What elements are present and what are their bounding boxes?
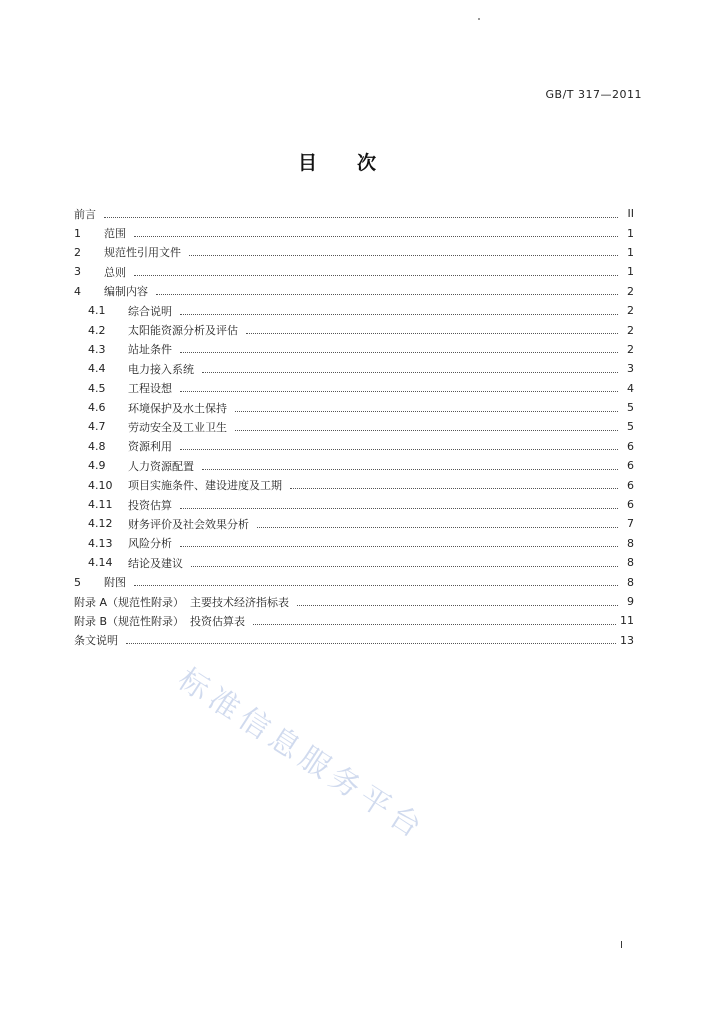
toc-entry-title: 站址条件 xyxy=(128,343,172,357)
toc-dot-leader xyxy=(180,448,618,450)
toc-entry[interactable] xyxy=(74,243,634,262)
toc-dot-leader xyxy=(235,429,618,431)
toc-entry-title: 投资估算表 xyxy=(190,614,246,628)
toc-entry-number: 4.6 xyxy=(88,401,106,415)
toc-dot-leader xyxy=(202,468,618,470)
toc-entry-title: 财务评价及社会效果分析 xyxy=(128,517,249,531)
toc-entry-page: 8 xyxy=(627,556,634,570)
toc-entry[interactable] xyxy=(74,262,634,281)
toc-dot-leader xyxy=(290,487,618,489)
toc-dot-leader xyxy=(202,371,618,373)
toc-entry-page: 8 xyxy=(627,536,634,550)
toc-entry-title: 工程设想 xyxy=(128,382,172,396)
toc-entry-page: 2 xyxy=(627,323,634,337)
toc-entry-page: 1 xyxy=(627,226,634,240)
toc-dot-leader xyxy=(191,565,618,567)
toc-entry-number: 4.4 xyxy=(88,362,106,376)
toc-entry[interactable] xyxy=(74,301,634,320)
toc-entry-title: 范围 xyxy=(104,227,126,241)
toc-entry[interactable] xyxy=(74,592,634,611)
toc-dot-leader xyxy=(104,216,618,218)
toc-entry-number: 4.1 xyxy=(88,304,106,318)
toc-entry-title: 资源利用 xyxy=(128,440,172,454)
toc-entry[interactable] xyxy=(74,359,634,378)
toc-entry-title: 项目实施条件、建设进度及工期 xyxy=(128,479,282,493)
toc-entry-number: 4.7 xyxy=(88,420,106,434)
toc-entry-title: 前言 xyxy=(74,207,96,221)
toc-entry-title: 附图 xyxy=(104,576,126,590)
toc-entry[interactable] xyxy=(74,398,634,417)
toc-entry-title: 人力资源配置 xyxy=(128,459,194,473)
toc-entry-title: 总则 xyxy=(104,265,126,279)
toc-entry-number: 4.10 xyxy=(88,478,113,492)
toc-entry-page: 6 xyxy=(627,459,634,473)
toc-entry[interactable] xyxy=(74,437,634,456)
watermark: 标准信息服务平台 xyxy=(171,661,433,848)
toc-dot-leader xyxy=(235,410,618,412)
toc-dot-leader xyxy=(180,390,618,392)
toc-entry[interactable] xyxy=(74,553,634,572)
toc-entry-page: 4 xyxy=(627,381,634,395)
toc-entry-number: 4.14 xyxy=(88,556,113,570)
toc-entry-title: 投资估算 xyxy=(128,498,172,512)
toc-entry[interactable] xyxy=(74,572,634,591)
standard-code: GB/T 317—2011 xyxy=(545,88,642,101)
toc-entry[interactable] xyxy=(74,475,634,494)
toc-entry-number: 附录 A（规范性附录） xyxy=(74,595,185,609)
toc-entry-number: 4.3 xyxy=(88,342,106,356)
toc-dot-leader xyxy=(189,254,618,256)
table-of-contents xyxy=(74,204,634,650)
toc-entry-title: 综合说明 xyxy=(128,304,172,318)
toc-entry-title: 劳动安全及工业卫生 xyxy=(128,420,227,434)
toc-entry[interactable] xyxy=(74,456,634,475)
toc-entry-title: 风险分析 xyxy=(128,537,172,551)
toc-entry-page: 6 xyxy=(627,498,634,512)
toc-entry-page: 1 xyxy=(627,265,634,279)
toc-entry-page: 5 xyxy=(627,401,634,415)
toc-dot-leader xyxy=(156,293,618,295)
toc-entry[interactable] xyxy=(74,340,634,359)
toc-entry[interactable] xyxy=(74,611,634,630)
toc-dot-leader xyxy=(134,274,618,276)
toc-entry-page: 6 xyxy=(627,478,634,492)
toc-dot-leader xyxy=(180,313,618,315)
toc-entry-page: 6 xyxy=(627,439,634,453)
toc-entry[interactable] xyxy=(74,534,634,553)
toc-entry[interactable] xyxy=(74,417,634,436)
toc-entry-page: 3 xyxy=(627,362,634,376)
toc-entry-page: 11 xyxy=(620,614,634,628)
toc-entry-number: 4.12 xyxy=(88,517,113,531)
toc-entry[interactable] xyxy=(74,379,634,398)
toc-dot-leader xyxy=(246,332,618,334)
toc-entry-page: 5 xyxy=(627,420,634,434)
toc-entry-page: II xyxy=(627,207,634,221)
toc-entry-title: 环境保护及水土保持 xyxy=(128,401,227,415)
toc-entry-title: 编制内容 xyxy=(104,285,148,299)
toc-dot-leader xyxy=(297,604,618,606)
toc-dot-leader xyxy=(180,545,618,547)
toc-entry-page: 1 xyxy=(627,245,634,259)
toc-entry-page: 8 xyxy=(627,575,634,589)
toc-entry-number: 4.8 xyxy=(88,439,106,453)
toc-entry-title: 太阳能资源分析及评估 xyxy=(128,324,238,338)
toc-entry[interactable] xyxy=(74,204,634,223)
toc-dot-leader xyxy=(126,642,616,644)
toc-dot-leader xyxy=(180,351,618,353)
toc-entry-number: 4.9 xyxy=(88,459,106,473)
page-title: 目次 xyxy=(297,152,416,174)
toc-entry-title: 规范性引用文件 xyxy=(104,246,181,260)
scan-speck xyxy=(478,18,480,20)
toc-entry-page: 13 xyxy=(620,633,634,647)
toc-dot-leader xyxy=(134,235,618,237)
toc-entry-title: 主要技术经济指标表 xyxy=(190,595,290,609)
toc-entry-number: 附录 B（规范性附录） xyxy=(74,614,185,628)
toc-entry-page: 2 xyxy=(627,342,634,356)
toc-entry[interactable] xyxy=(74,282,634,301)
toc-entry-title: 条文说明 xyxy=(74,634,118,648)
page-number: I xyxy=(620,940,623,951)
toc-entry-number: 3 xyxy=(74,265,81,279)
toc-entry-number: 4.5 xyxy=(88,381,106,395)
toc-dot-leader xyxy=(134,584,618,586)
toc-entry[interactable] xyxy=(74,631,634,650)
toc-entry-number: 4.13 xyxy=(88,536,113,550)
toc-entry-number: 1 xyxy=(74,226,81,240)
toc-entry-number: 4.11 xyxy=(88,498,113,512)
toc-entry[interactable] xyxy=(74,514,634,533)
toc-entry-page: 2 xyxy=(627,304,634,318)
toc-dot-leader xyxy=(253,623,616,625)
toc-entry-number: 2 xyxy=(74,245,81,259)
toc-entry-page: 7 xyxy=(627,517,634,531)
toc-entry-number: 4 xyxy=(74,284,81,298)
toc-entry-title: 电力接入系统 xyxy=(128,362,194,376)
toc-entry-page: 9 xyxy=(627,595,634,608)
toc-entry[interactable] xyxy=(74,495,634,514)
toc-entry-page: 2 xyxy=(627,284,634,298)
toc-entry[interactable] xyxy=(74,223,634,242)
toc-entry-title: 结论及建议 xyxy=(128,556,183,570)
toc-dot-leader xyxy=(180,507,618,509)
toc-entry[interactable] xyxy=(74,320,634,339)
toc-dot-leader xyxy=(257,526,618,528)
toc-entry-number: 5 xyxy=(74,575,81,589)
toc-entry-number: 4.2 xyxy=(88,323,106,337)
